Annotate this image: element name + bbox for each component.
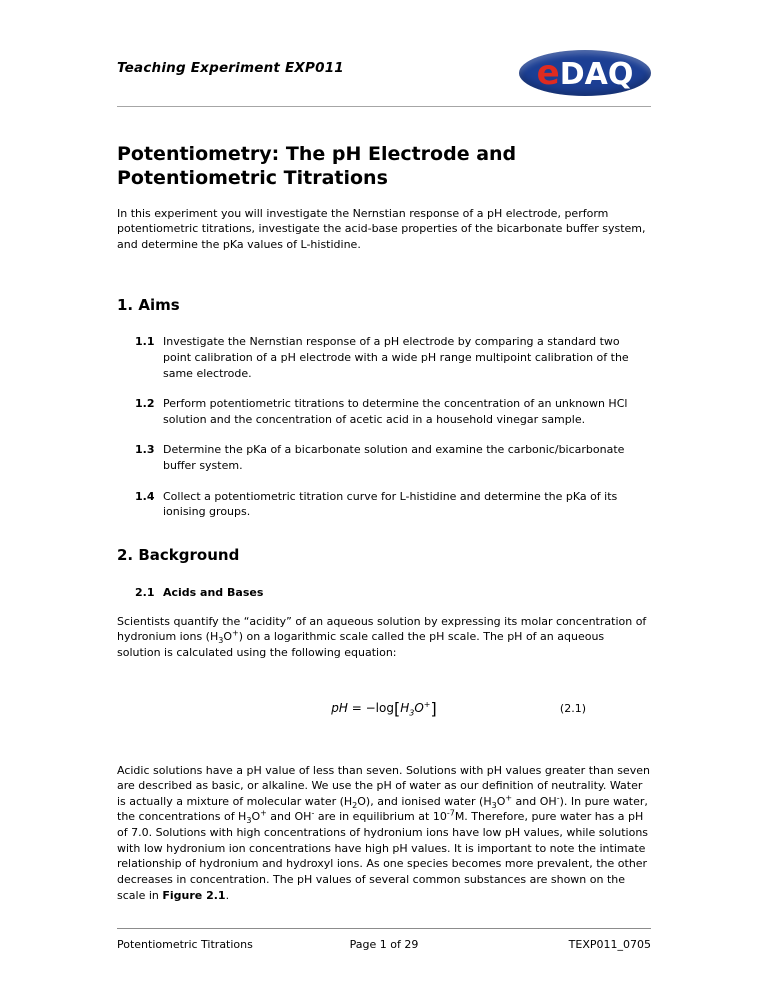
aim-item (117, 334, 651, 381)
section-heading-background: 2. Background (117, 545, 240, 564)
logo-letters-daq: DAQ (559, 57, 634, 92)
aim-text: Determine the pKa of a bicarbonate solution and examine the carbonic/bicarbonate buffer system. (163, 443, 625, 472)
subsection-heading-acids-bases (117, 586, 651, 599)
footer-document-name: Potentiometric Titrations (117, 938, 253, 951)
page-header (117, 50, 651, 100)
subsection-title: Acids and Bases (163, 585, 264, 599)
background-paragraph-2: Acidic solutions have a pH value of less than seven. Solutions with pH values greater than seven are described as basic, or alkaline. We use the pH of water as our definition of neutrality. Water is actually a mixture of molecular water $(H_2O)$, and ionised water ($H_3O^+$ and OH-). In pure water, the concentrations of $H_3O^+$ and OH- are in equilibrium at $10^{-7}M$. Therefore, pure water has a pH of 7.0. Solutions with high concentrations of hydronium ions have low pH values, while solutions with low hydronium ion concentrations have high pH values. It is important to note the intimate relationship of hydronium and hydroxyl ions. As one species becomes more prevalent, the other decreases in concentration. The pH values of several common substances are shown on the scale in Figure 2.1. (117, 763, 650, 902)
aim-text: Collect a potentiometric titration curve for L-histidine and determine the pKa of its ionising groups. (163, 489, 618, 519)
equation-number: (2.1) (559, 701, 586, 715)
intro-paragraph: In this experiment you will investigate the Nernstian response of a pH electrode, perform potentiometric titrations, investigate the acid-base properties of the bicarbonate buffer system, and determine the pKa values of L-histidine. (117, 206, 646, 251)
aim-item (117, 396, 651, 427)
page-footer (117, 928, 651, 951)
page-title: Potentiometry: The pH Electrode and Potentiometric Titrations (117, 143, 517, 189)
header-divider (117, 106, 651, 107)
aim-item (117, 442, 651, 473)
aim-number: 1.2 (135, 397, 155, 411)
logo-letter-e: e (536, 53, 560, 93)
equation-row (117, 699, 651, 721)
aim-text: Investigate the Nernstian response of a pH electrode by comparing a standard two point calibration of a pH electrode with a wide pH range multipoint calibration of the same electrode. (163, 335, 629, 380)
subsection-number: 2.1 (135, 585, 155, 599)
equation-ph: pH = $-\log[H_3O^+]$ (331, 698, 437, 718)
aim-item (117, 489, 651, 520)
section-heading-aims: 1. Aims (117, 296, 180, 315)
header-title: Teaching Experiment EXP011 (117, 60, 344, 76)
aims-list (117, 334, 651, 519)
aim-number: 1.3 (135, 443, 155, 457)
edaq-logo-text (536, 53, 634, 93)
edaq-logo (519, 50, 651, 96)
footer-document-code: TEXP011_0705 (568, 938, 651, 951)
aim-number: 1.4 (135, 489, 155, 503)
background-paragraph-1: Scientists quantify the “acidity” of an aqueous solution by expressing its molar concentration of hydronium ions $(H_3O^+)$ on a logarithmic scale called the pH scale. The pH of an aqueous solution is calculated using the following equation: (117, 614, 647, 660)
aim-number: 1.1 (135, 335, 155, 349)
footer-page-number: Page 1 of 29 (349, 938, 419, 951)
aim-text: Perform potentiometric titrations to determine the concentration of an unknown HCl solution and the concentration of acetic acid in a household vinegar sample. (163, 397, 628, 426)
